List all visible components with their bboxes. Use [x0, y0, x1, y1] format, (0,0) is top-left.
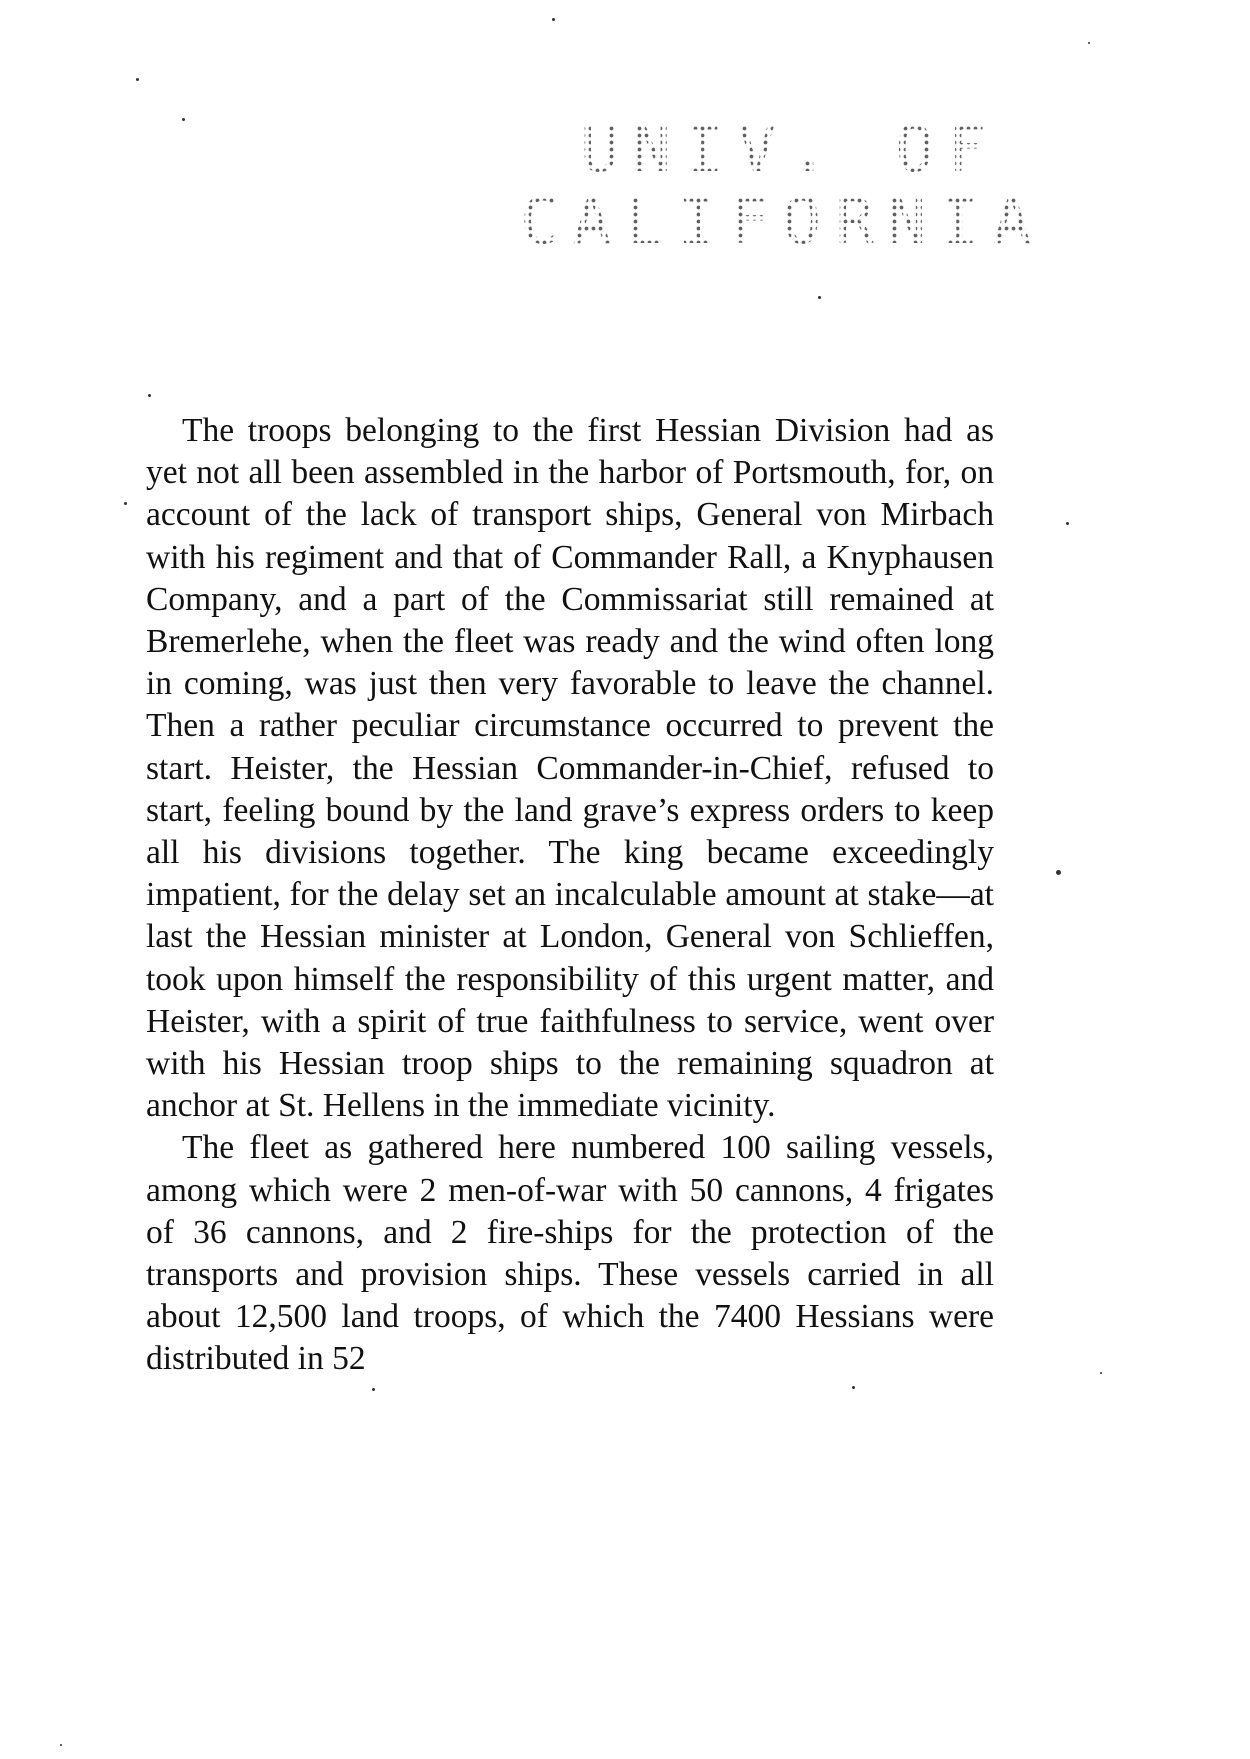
speck [852, 1386, 855, 1389]
speck [1100, 1372, 1102, 1374]
body-text [146, 410, 994, 1381]
speck [148, 394, 151, 397]
stamp-line-1: UNIV. OF [580, 113, 1001, 187]
speck [1088, 42, 1090, 44]
speck [182, 118, 185, 121]
paragraph-2: The fleet as gathered here numbered 100 sailing vessels, among which were 2 men-of-war with 50 cannons, 4 frigates of 36 cannons, and 2 fire-ships for the protection of the transports and provision ships. These vessels carried in all about 12,500 land troops, of which the 7400 Hessians were distributed in 52 [146, 1129, 994, 1378]
stamp-line-2: CALIFORNIA [520, 185, 1046, 259]
speck [552, 18, 555, 21]
speck [818, 296, 821, 299]
speck [136, 78, 139, 81]
library-perforation-stamp [520, 113, 1046, 268]
speck [60, 1744, 62, 1746]
speck [1056, 870, 1061, 875]
speck [124, 502, 127, 505]
speck [1066, 522, 1069, 525]
paragraph-1: The troops belonging to the first Hessian Division had as yet not all been assembled in the harbor of Portsmouth, for, on account of the lack of transport ships, General von Mirbach with his regiment and that of Commander Rall, a Knyphausen Company, and a part of the Commissariat still remained at Bremerlehe, when the fleet was ready and the wind often long in coming, was just then very favorable to leave the channel. Then a rather peculiar circumstance occurred to prevent the start. Heister, the Hessian Commander-in-Chief, refused to start, feeling bound by the land grave’s express orders to keep all his divisions together. The king became exceedingly impatient, for the delay set an incalculable amount at stake—at last the Hessian minister at London, General von Schlieffen, took upon himself the responsibility of this urgent matter, and Heister, with a spirit of true faithfulness to service, went over with his Hessian troop ships to the remaining squadron at anchor at St. Hellens in the immediate vicinity. [146, 412, 994, 1125]
speck [372, 1388, 375, 1391]
